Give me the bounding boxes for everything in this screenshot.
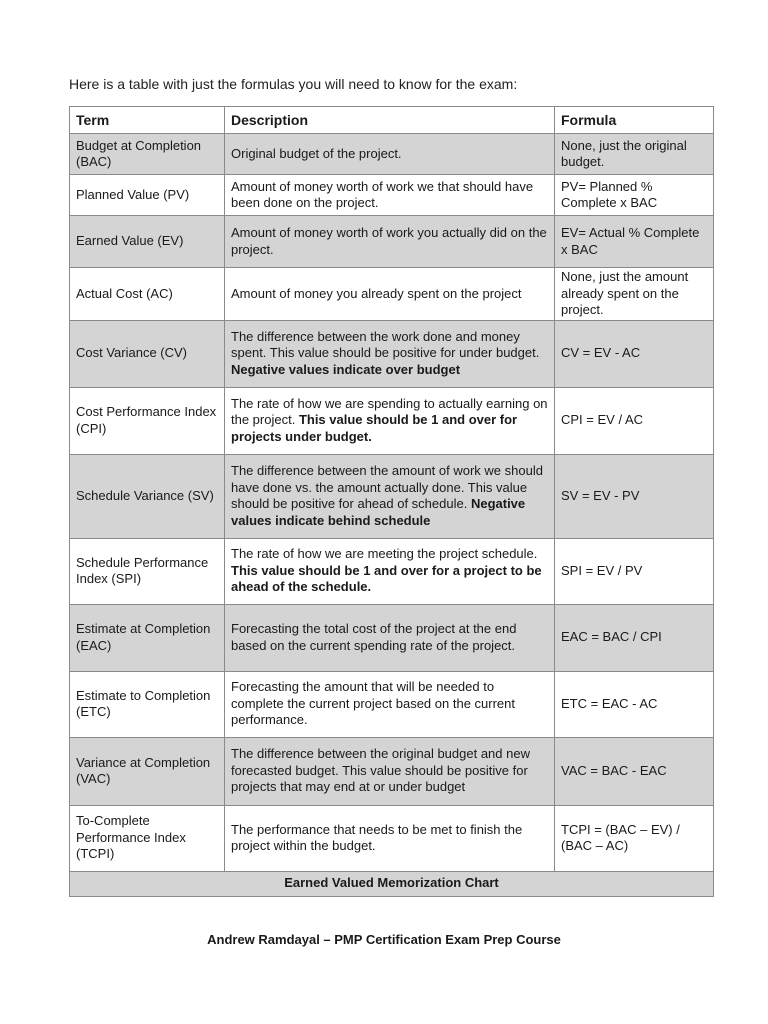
description-text: Original budget of the project. bbox=[231, 145, 402, 161]
formula-cell: None, just the original budget. bbox=[555, 134, 714, 175]
description-cell bbox=[225, 387, 555, 454]
formula-cell: ETC = EAC - AC bbox=[555, 671, 714, 737]
description-text: Amount of money you already spent on the project bbox=[231, 285, 522, 301]
table-row bbox=[70, 216, 714, 268]
description-emphasis: Negative values indicate behind schedule bbox=[231, 496, 526, 528]
description-text: Amount of money worth of work we that should have been done on the project. bbox=[231, 178, 534, 210]
description-cell bbox=[225, 604, 555, 671]
formula-cell: VAC = BAC - EAC bbox=[555, 737, 714, 805]
term-cell: Variance at Completion (VAC) bbox=[70, 737, 225, 805]
table-row bbox=[70, 175, 714, 216]
table-row bbox=[70, 454, 714, 538]
formula-cell: PV= Planned % Complete x BAC bbox=[555, 175, 714, 216]
description-cell bbox=[225, 737, 555, 805]
term-cell: Cost Variance (CV) bbox=[70, 320, 225, 387]
description-cell bbox=[225, 134, 555, 175]
formula-cell: EV= Actual % Complete x BAC bbox=[555, 216, 714, 268]
description-text: Forecasting the total cost of the project at the end based on the current spending rate of the project. bbox=[231, 621, 517, 653]
header-term: Term bbox=[70, 107, 225, 134]
description-text: The difference between the amount of work we should have done vs. the amount actually done. This value should be positive for ahead of schedule. bbox=[231, 463, 543, 511]
table-row bbox=[70, 737, 714, 805]
description-text: The performance that needs to be met to finish the project within the budget. bbox=[231, 821, 523, 853]
term-cell: Budget at Completion (BAC) bbox=[70, 134, 225, 175]
description-cell bbox=[225, 454, 555, 538]
formula-cell: SV = EV - PV bbox=[555, 454, 714, 538]
table-row bbox=[70, 538, 714, 604]
description-cell bbox=[225, 320, 555, 387]
table-row bbox=[70, 320, 714, 387]
table-row bbox=[70, 134, 714, 175]
intro-text: Here is a table with just the formulas you will need to know for the exam: bbox=[69, 76, 518, 92]
description-emphasis: Negative values indicate over budget bbox=[231, 361, 461, 377]
description-text: Forecasting the amount that will be needed to complete the current project based on the current performance. bbox=[231, 679, 515, 728]
table-caption: Earned Valued Memorization Chart bbox=[70, 871, 714, 896]
description-text: The rate of how we are spending to actually earning on the project. bbox=[231, 395, 548, 428]
term-cell: Schedule Variance (SV) bbox=[70, 454, 225, 538]
formula-cell: None, just the amount already spent on the project. bbox=[555, 268, 714, 321]
term-cell: Estimate at Completion (EAC) bbox=[70, 604, 225, 671]
formula-cell: TCPI = (BAC – EV) / (BAC – AC) bbox=[555, 805, 714, 871]
caption-row bbox=[70, 871, 714, 896]
term-cell: Estimate to Completion (ETC) bbox=[70, 671, 225, 737]
header-row bbox=[70, 107, 714, 134]
term-cell: Schedule Performance Index (SPI) bbox=[70, 538, 225, 604]
description-emphasis: This value should be 1 and over for projects under budget. bbox=[231, 412, 518, 444]
header-formula: Formula bbox=[555, 107, 714, 134]
description-text: The difference between the original budget and new forecasted budget. This value should be positive for projects that may end at or under budget bbox=[231, 746, 530, 795]
term-cell: Earned Value (EV) bbox=[70, 216, 225, 268]
description-text: The rate of how we are meeting the project schedule. bbox=[231, 546, 538, 562]
description-cell bbox=[225, 216, 555, 268]
formula-cell: CV = EV - AC bbox=[555, 320, 714, 387]
table-row bbox=[70, 671, 714, 737]
header-description: Description bbox=[225, 107, 555, 134]
description-cell bbox=[225, 671, 555, 737]
description-cell bbox=[225, 805, 555, 871]
table-row bbox=[70, 387, 714, 454]
table-row bbox=[70, 805, 714, 871]
description-text: Amount of money worth of work you actually did on the project. bbox=[231, 225, 547, 257]
description-emphasis: This value should be 1 and over for a project to be ahead of the schedule. bbox=[231, 562, 542, 595]
formulas-table bbox=[69, 106, 714, 897]
term-cell: Planned Value (PV) bbox=[70, 175, 225, 216]
table-row bbox=[70, 604, 714, 671]
footer-credit: Andrew Ramdayal – PMP Certification Exam Prep Course bbox=[207, 932, 561, 947]
table-row bbox=[70, 268, 714, 321]
formula-cell: SPI = EV / PV bbox=[555, 538, 714, 604]
term-cell: To-Complete Performance Index (TCPI) bbox=[70, 805, 225, 871]
term-cell: Actual Cost (AC) bbox=[70, 268, 225, 321]
description-cell bbox=[225, 268, 555, 321]
formula-cell: EAC = BAC / CPI bbox=[555, 604, 714, 671]
description-text: The difference between the work done and money spent. This value should be positive for under budget. bbox=[231, 328, 540, 361]
description-cell bbox=[225, 538, 555, 604]
formula-cell: CPI = EV / AC bbox=[555, 387, 714, 454]
term-cell: Cost Performance Index (CPI) bbox=[70, 387, 225, 454]
description-cell bbox=[225, 175, 555, 216]
